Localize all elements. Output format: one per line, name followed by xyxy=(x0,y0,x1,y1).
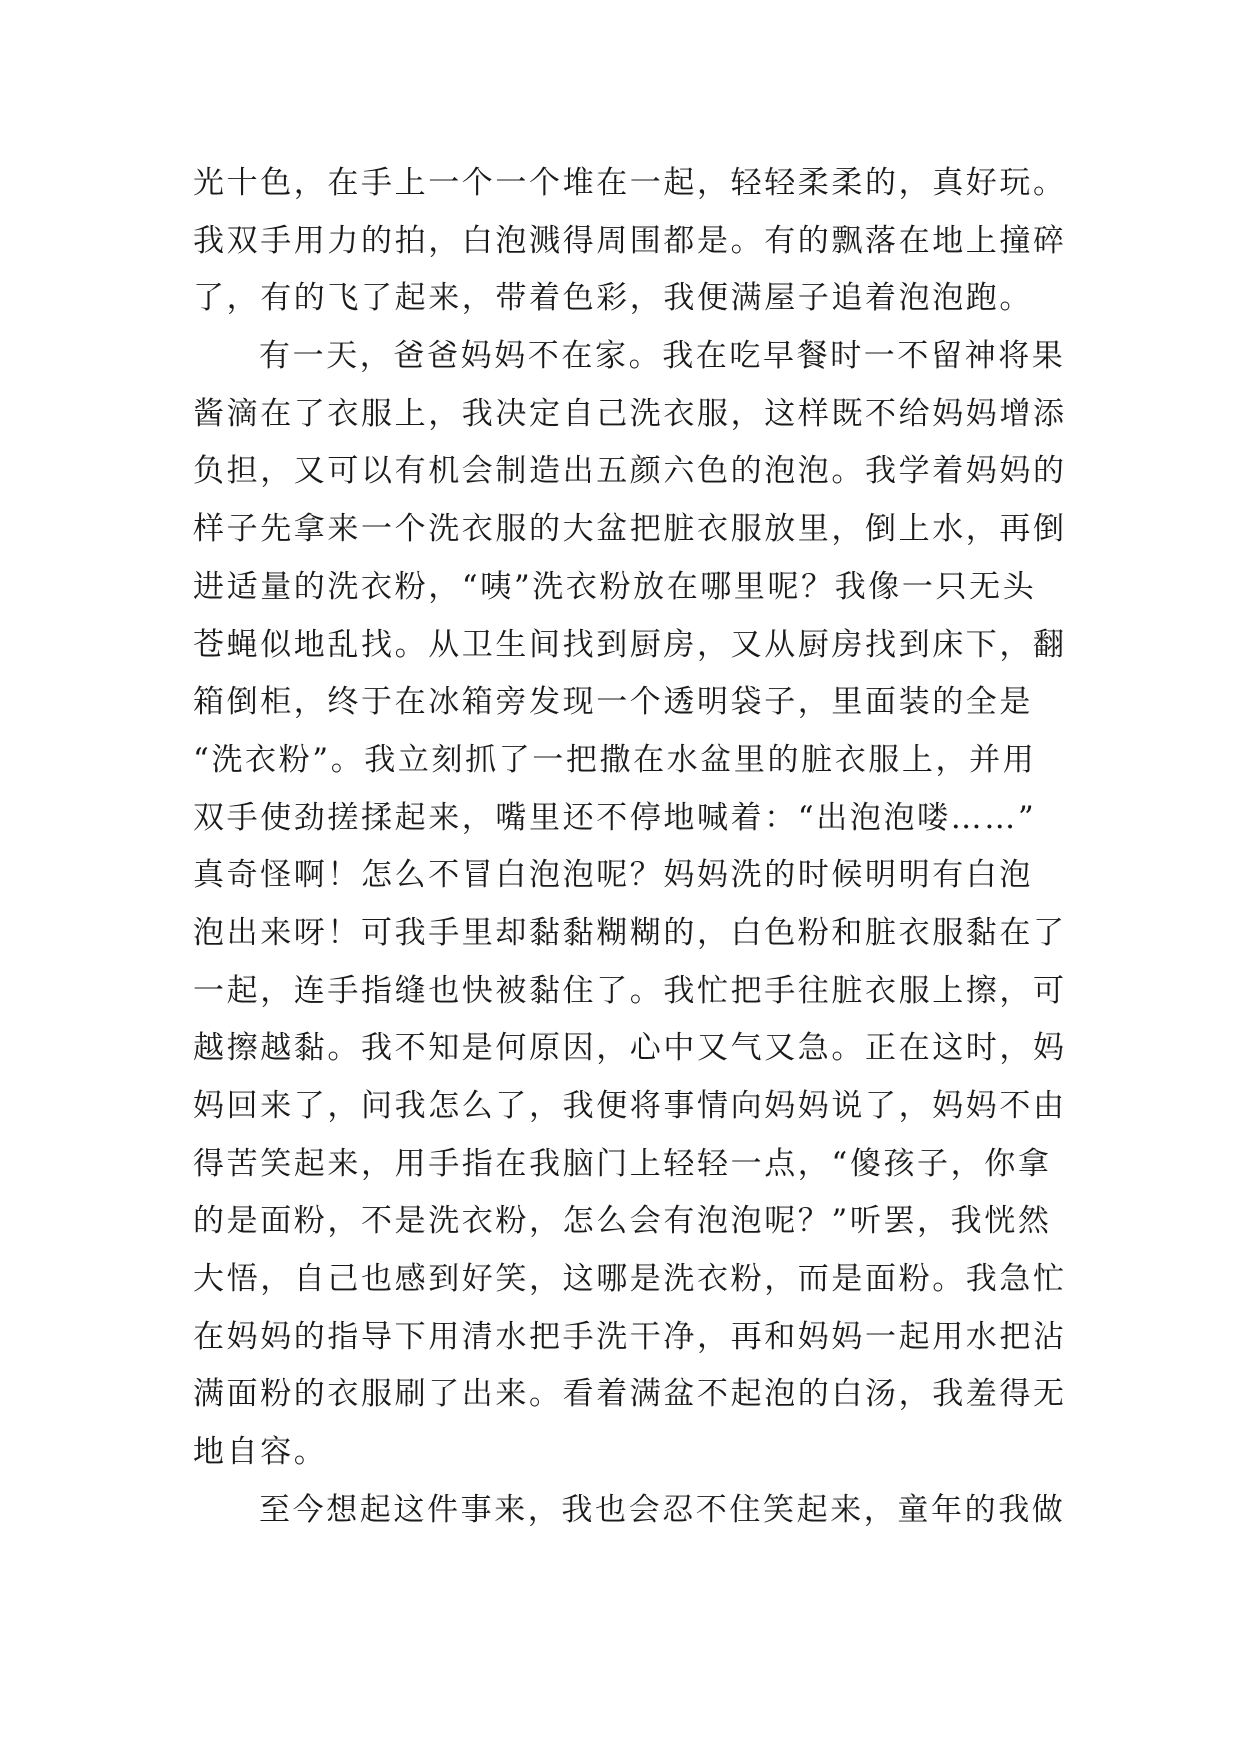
text-line: 至今想起这件事来，我也会忍不住笑起来，童年的我做 xyxy=(259,1491,1066,1528)
text-line: 一起，连手指缝也快被黏住了。我忙把手往脏衣服上擦，可 xyxy=(193,972,1067,1009)
text-line: 得苦笑起来，用手指在我脑门上轻轻一点，“傻孩子，你拿 xyxy=(193,1145,1052,1182)
text-line: 我双手用力的拍，白泡溅得周围都是。有的飘落在地上撞碎 xyxy=(193,222,1067,259)
body-text xyxy=(193,155,1073,1540)
text-line: 进适量的洗衣粉，“咦”洗衣粉放在哪里呢？我像一只无头 xyxy=(193,568,1037,605)
text-line: 真奇怪啊！怎么不冒白泡泡呢？妈妈洗的时候明明有白泡 xyxy=(193,857,1033,894)
text-line: 光十色，在手上一个一个堆在一起，轻轻柔柔的，真好玩。 xyxy=(193,165,1067,201)
text-line: 地自容。 xyxy=(193,1434,328,1471)
text-line: 有一天，爸爸妈妈不在家。我在吃早餐时一不留神将果 xyxy=(259,338,1066,375)
text-line: 大悟，自己也感到好笑，这哪是洗衣粉，而是面粉。我急忙 xyxy=(193,1261,1067,1298)
text-line: 满面粉的衣服刷了出来。看着满盆不起泡的白汤，我羞得无 xyxy=(193,1376,1067,1413)
text-line: 妈回来了，问我怎么了，我便将事情向妈妈说了，妈妈不由 xyxy=(193,1088,1067,1124)
text-line: 酱滴在了衣服上，我决定自己洗衣服，这样既不给妈妈增添 xyxy=(193,395,1067,432)
text-line: 的是面粉，不是洗衣粉，怎么会有泡泡呢？”听罢，我恍然 xyxy=(193,1203,1052,1240)
text-line: 样子先拿来一个洗衣服的大盆把脏衣服放里，倒上水，再倒 xyxy=(193,511,1067,548)
text-line: 越擦越黏。我不知是何原因，心中又气又急。正在这时，妈 xyxy=(193,1030,1067,1067)
text-line: 箱倒柜，终于在冰箱旁发现一个透明袋子，里面装的全是 xyxy=(193,684,1033,721)
text-line: 双手使劲搓揉起来，嘴里还不停地喊着：“出泡泡喽……” xyxy=(193,799,1037,836)
text-line: “洗衣粉”。我立刻抓了一把撒在水盆里的脏衣服上，并用 xyxy=(193,741,1037,778)
text-line: 在妈妈的指导下用清水把手洗干净，再和妈妈一起用水把沾 xyxy=(193,1318,1067,1355)
text-line: 苍蝇似地乱找。从卫生间找到厨房，又从厨房找到床下，翻 xyxy=(193,626,1067,663)
text-line: 负担，又可以有机会制造出五颜六色的泡泡。我学着妈妈的 xyxy=(193,453,1067,490)
text-line: 了，有的飞了起来，带着色彩，我便满屋子追着泡泡跑。 xyxy=(193,280,1033,317)
text-line: 泡出来呀！可我手里却黏黏糊糊的，白色粉和脏衣服黏在了 xyxy=(193,914,1067,951)
